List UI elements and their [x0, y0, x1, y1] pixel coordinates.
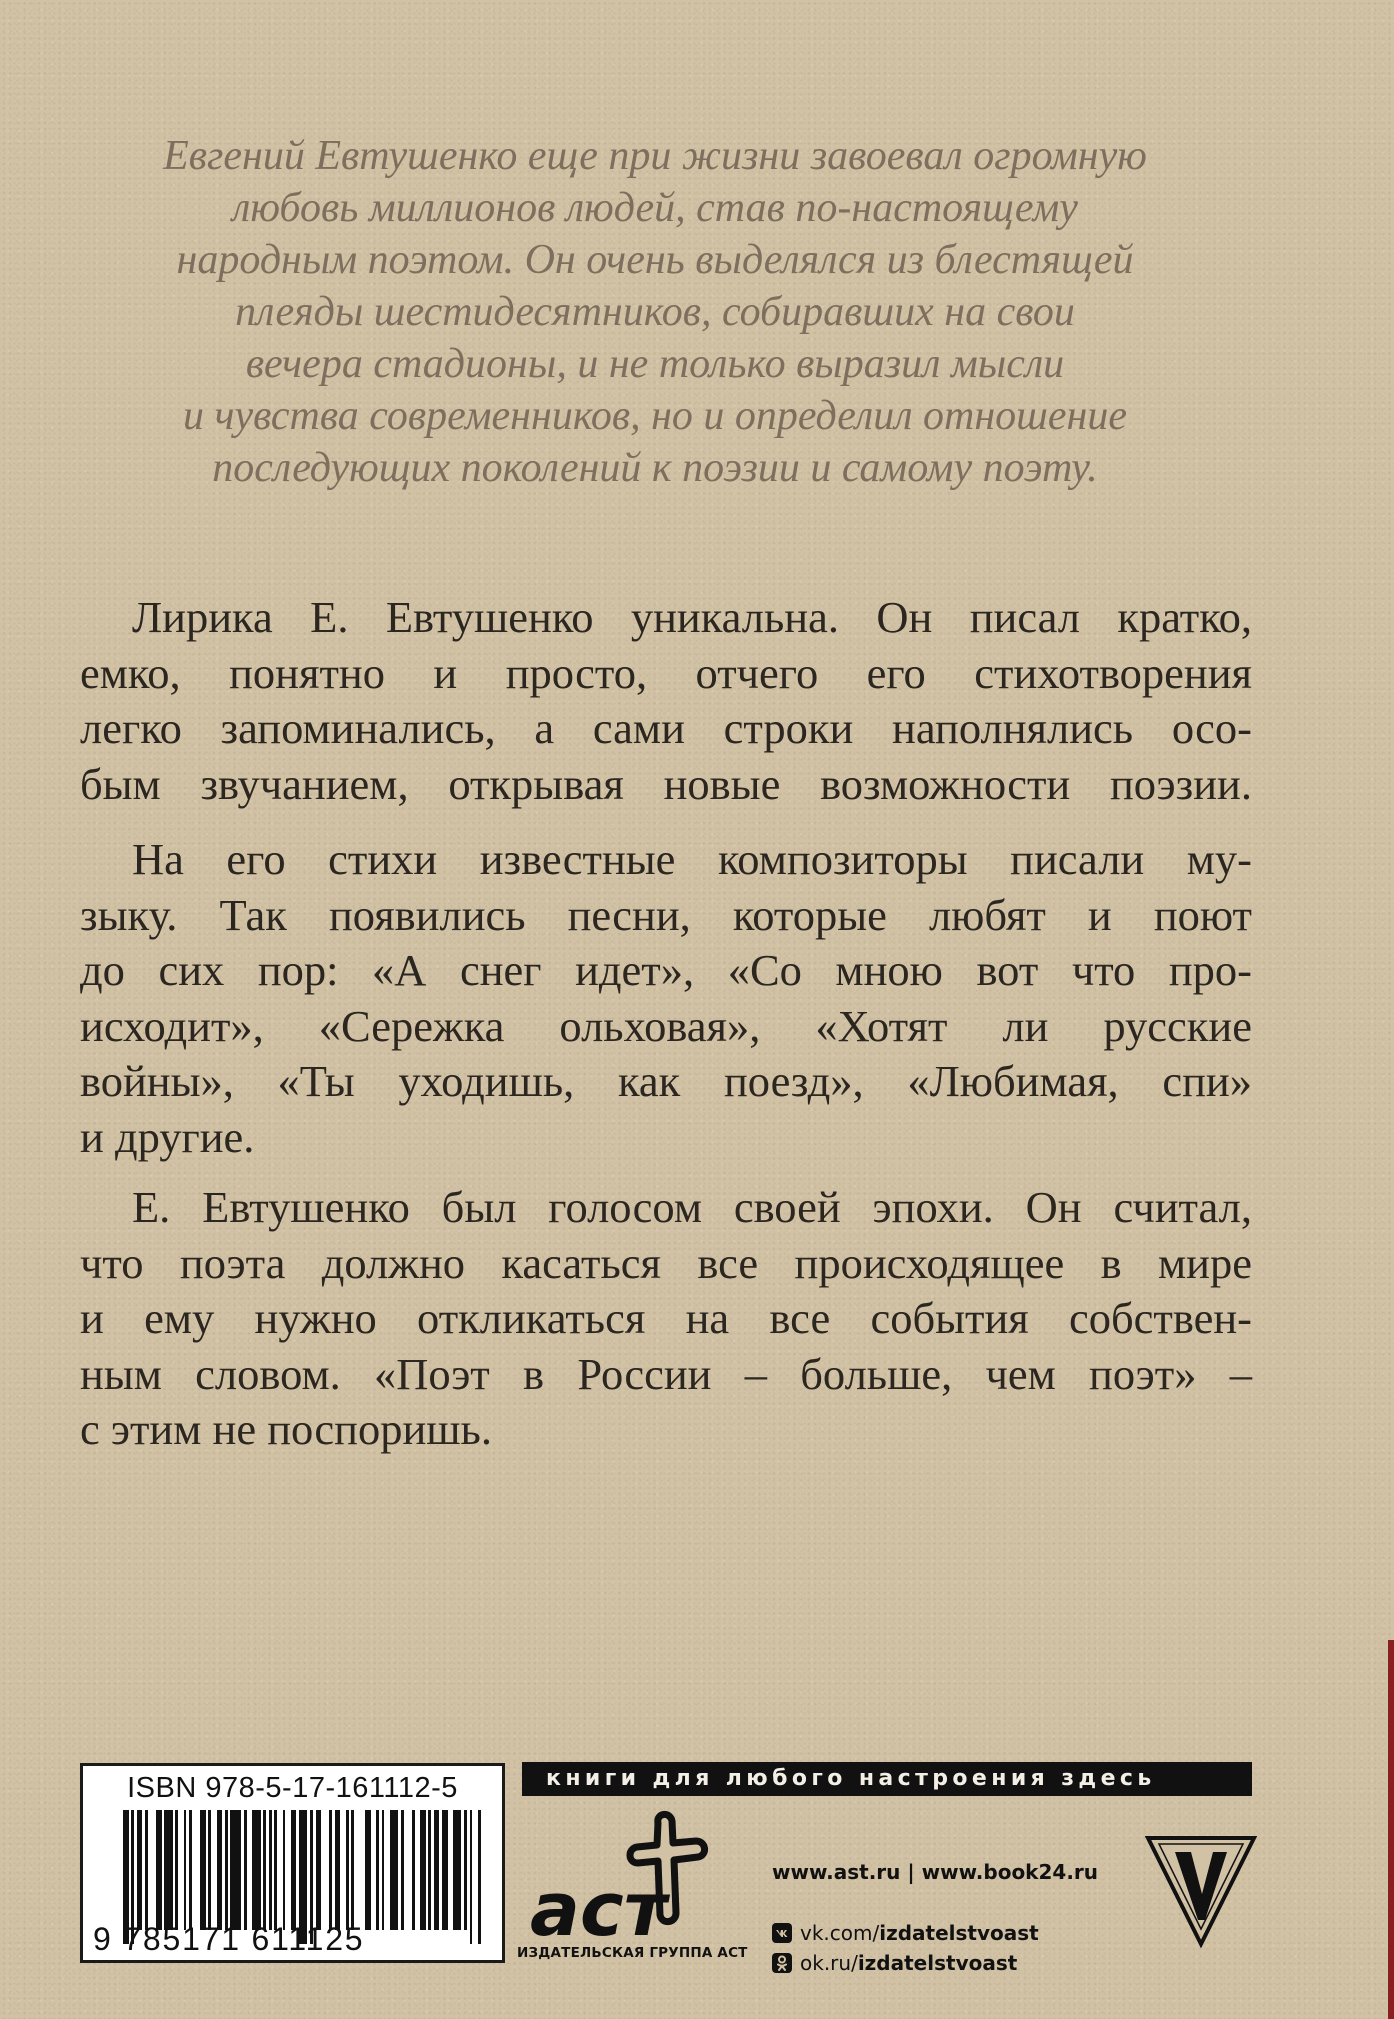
intro-annotation [70, 130, 1240, 494]
text-line: ным словом. «Поэт в России – больше, чем поэт» – [80, 1348, 1252, 1399]
intro-line: плеяды шестидесятников, собиравших на свои [235, 289, 1075, 335]
text-line: емко, понятно и просто, отчего его стихотворения [80, 647, 1252, 698]
text-line: исходит», «Сережка ольховая», «Хотят ли русские [80, 1000, 1252, 1051]
ean-digits: 9 785171 611125 [93, 1921, 365, 1957]
text-line: с этим не поспоришь. [80, 1404, 492, 1455]
website-links[interactable]: www.ast.ru | www.book24.ru [772, 1860, 1099, 1884]
text-line: и другие. [80, 1111, 255, 1162]
text-line: бым звучанием, открывая новые возможности поэзии. [80, 758, 1252, 809]
vk-icon [772, 1923, 792, 1943]
text-line: и ему нужно откликаться на все события собствен- [80, 1293, 1252, 1344]
ok-icon [772, 1953, 792, 1973]
ast-logo-icon [510, 1805, 740, 1965]
intro-line: народным поэтом. Он очень выделялся из блестящей [176, 237, 1134, 283]
vk-handle: izdatelstvoast [879, 1921, 1039, 1945]
spine-edge [1388, 1640, 1394, 2019]
text-line: легко запоминались, а сами строки наполнялись осо- [80, 703, 1252, 754]
intro-line: последующих поколений к поэзии и самому поэту. [212, 445, 1098, 491]
vk-link[interactable] [772, 1918, 1098, 1948]
barcode-bars [123, 1810, 483, 1930]
text-line: Лирика Е. Евтушенко уникальна. Он писал кратко, [132, 592, 1252, 642]
isbn-barcode [80, 1763, 505, 1963]
ast-logo-text: аст [530, 1867, 667, 1953]
ok-handle: izdatelstvoast [857, 1951, 1018, 1975]
text-line: зыку. Так появились песни, которые любят и поют [80, 889, 1252, 940]
text-line: войны», «Ты уходишь, как поезд», «Любимая, спи» [80, 1056, 1252, 1107]
isbn-number: ISBN 978-5-17-161112-5 [127, 1772, 458, 1804]
paragraph-2 [80, 832, 1252, 1166]
v-triangle-logo [1145, 1832, 1257, 1948]
intro-line: и чувства современников, но и определил отношение [183, 393, 1127, 439]
vk-domain: vk.com/ [800, 1921, 880, 1945]
text-line: что поэта должно касаться все происходящее в мире [80, 1237, 1252, 1288]
publisher-links [772, 1860, 1098, 1978]
text-line: до сих пор: «А снег идет», «Со мною вот что про- [80, 945, 1252, 996]
text-line: Е. Евтушенко был голосом своей эпохи. Он считал, [132, 1182, 1252, 1232]
publisher-caption: ИЗДАТЕЛЬСКАЯ ГРУППА АСТ [517, 1945, 748, 1961]
text-line: На его стихи известные композиторы писали му- [132, 834, 1252, 884]
slogan-banner: книги для любого настроения здесь [522, 1762, 1252, 1796]
intro-line: вечера стадионы, и не только выразил мысли [245, 341, 1065, 387]
paragraph-1 [80, 590, 1252, 812]
intro-line: Евгений Евтушенко еще при жизни завоевал огромную [163, 133, 1147, 179]
ok-domain: ok.ru/ [800, 1951, 858, 1975]
intro-line: любовь миллионов людей, став по-настоящему [232, 185, 1078, 231]
ok-link[interactable] [772, 1948, 1098, 1978]
paragraph-3 [80, 1180, 1252, 1458]
